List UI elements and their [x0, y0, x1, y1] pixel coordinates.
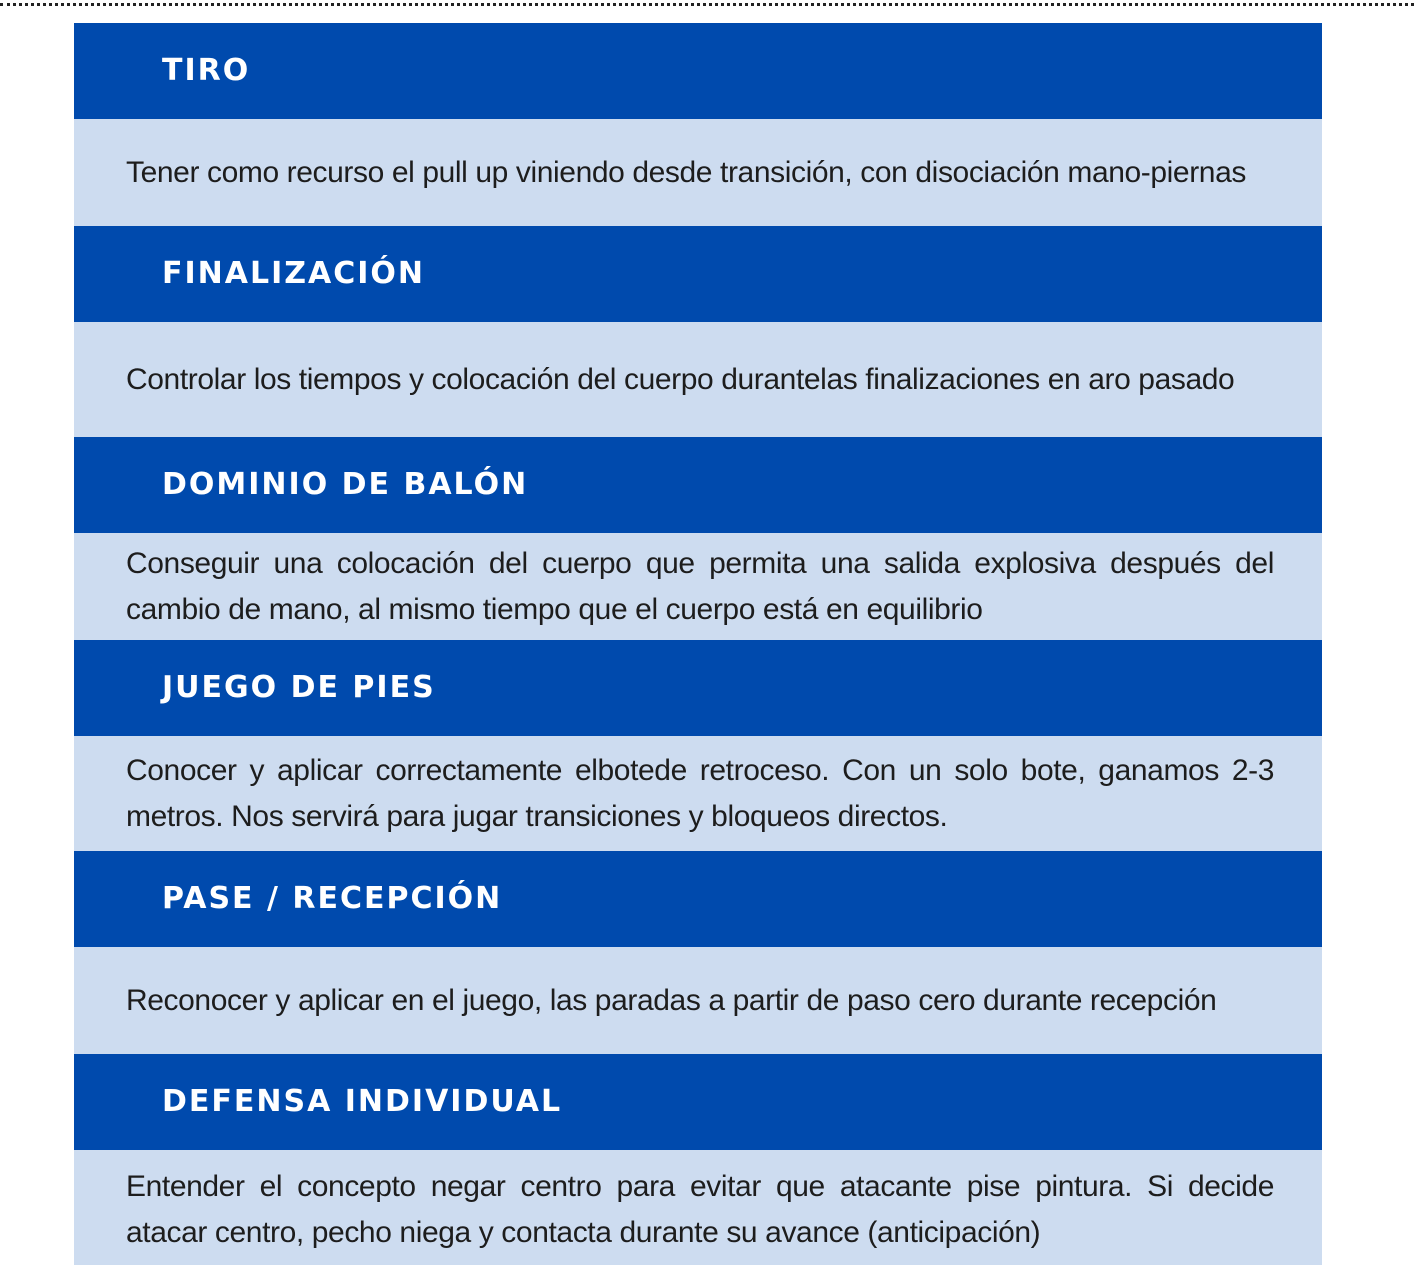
section-header-dominio-de-balon [74, 437, 1322, 533]
section-body-juego-de-pies [74, 736, 1322, 851]
section-body-pase-recepcion [74, 947, 1322, 1054]
section-description: Controlar los tiempos y colocación del cuerpo durantelas finalizaciones en aro pasado [126, 362, 1235, 396]
section-description: Conseguir una colocación del cuerpo que permita una salida explosiva después del cambio de mano, al mismo tiempo que el cuerpo está en equilibrio [126, 546, 1274, 626]
section-title: DOMINIO DE BALÓN [162, 467, 529, 502]
section-body-tiro [74, 119, 1322, 226]
section-description: Conocer y aplicar correctamente elbotede retroceso. Con un solo bote, ganamos 2-3 metros. Nos servirá para jugar transiciones y bloqueos directos. [126, 753, 1274, 833]
dotted-top-border [0, 3, 1414, 6]
section-description: Reconocer y aplicar en el juego, las paradas a partir de paso cero durante recepción [126, 983, 1217, 1017]
section-title: FINALIZACIÓN [162, 256, 426, 291]
section-description: Entender el concepto negar centro para evitar que atacante pise pintura. Si decide atacar centro, pecho niega y contacta durante su avance (anticipación) [126, 1169, 1274, 1249]
section-header-finalizacion [74, 226, 1322, 322]
section-header-tiro [74, 23, 1322, 119]
section-header-pase-recepcion [74, 851, 1322, 947]
skills-table [74, 23, 1322, 1265]
section-title: PASE / RECEPCIÓN [162, 881, 503, 916]
section-header-juego-de-pies [74, 640, 1322, 736]
section-title: DEFENSA INDIVIDUAL [162, 1084, 563, 1119]
section-body-finalizacion [74, 322, 1322, 437]
section-description: Tener como recurso el pull up viniendo desde transición, con disociación mano-piernas [126, 155, 1246, 189]
section-header-defensa-individual [74, 1054, 1322, 1150]
section-body-dominio-de-balon [74, 533, 1322, 640]
section-title: JUEGO DE PIES [162, 670, 436, 705]
section-title: TIRO [162, 53, 251, 88]
section-body-defensa-individual [74, 1150, 1322, 1265]
